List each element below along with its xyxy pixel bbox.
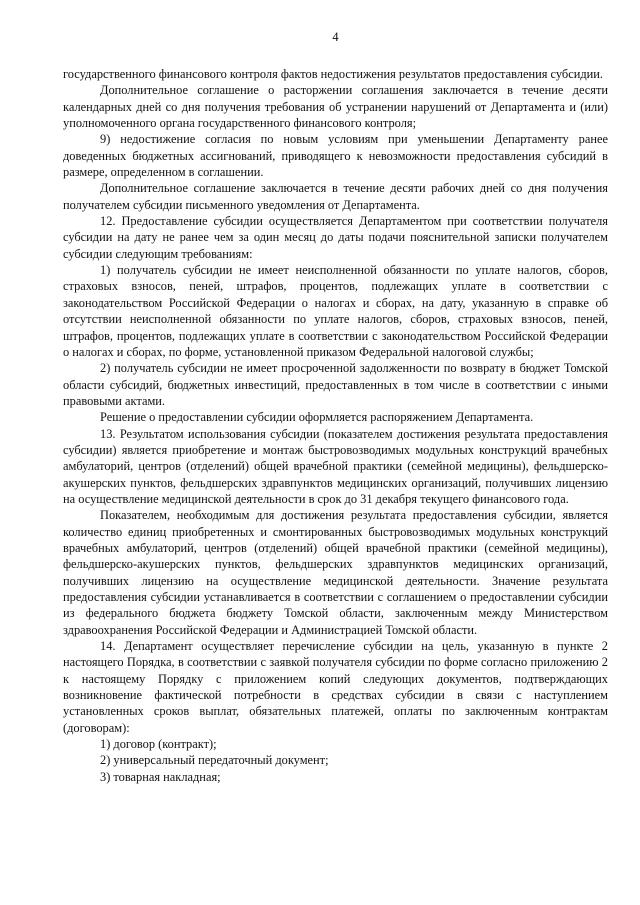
paragraph-doc-3: 3) товарная накладная;	[100, 769, 221, 784]
paragraph-continuation: государственного финансового контроля фактов недостижения результатов предоставления субсидии.	[63, 67, 603, 81]
paragraph-section-12: 12. Предоставление субсидии осуществляется Департаментом при соответствии получателя субсидии на дату не ранее чем за один месяц до даты подачи пояснительной записки получателем субсидии следующим требованиям:	[63, 214, 608, 261]
paragraph-item-9: 9) недостижение согласия по новым условиям при уменьшении Департаменту ранее доведенных бюджетных ассигнований, приводящего к невозможности предоставления субсидий в размере, определенном в соглашении.	[63, 132, 608, 180]
paragraph-termination-agreement: Дополнительное соглашение о расторжении соглашения заключается в течение десяти календарных дней со дня получения требования об устранении нарушений от Департамента и (или) уполномоченного органа государственного финансового контроля;	[63, 83, 608, 131]
paragraph-section-13: 13. Результатом использования субсидии (показателем достижения результата предоставления субсидии) является приобретение и монтаж быстровозводимых модульных конструкций врачебных амбулаторий, центров (отделений) общей врачебной практики (семейной медицины), фельдшерско-акушерских пунктов, фельдшерских здравпунктов медицинских организаций, получивших лицензию на осуществление медицинской деятельности в срок до 31 декабря текущего финансового года.	[63, 426, 608, 506]
paragraph-section-14: 14. Департамент осуществляет перечисление субсидии на цель, указанную в пункте 2 настоящего Порядка, в соответствии с заявкой получателя субсидии по форме согласно приложению 2 к настоящему Порядку с приложением копий следующих документов, подтверждающих возникновение фактической потребности в средствах субсидии в связи с наступлением установленных сроков выплат, обязательных платежей, оплаты по заключенным контрактам (договорам):	[63, 639, 608, 735]
paragraph-requirement-2: 2) получатель субсидии не имеет просроченной задолженности по возврату в бюджет Томской области субсидий, бюджетных инвестиций, предоставленных в том числе в соответствии с иными правовыми актами.	[63, 361, 608, 408]
paragraph-decision: Решение о предоставлении субсидии оформляется распоряжением Департамента.	[100, 410, 534, 425]
paragraph-doc-1: 1) договор (контракт);	[100, 737, 217, 752]
paragraph-additional-agreement: Дополнительное соглашение заключается в течение десяти рабочих дней со дня получения получателем субсидии письменного уведомления от Департамента.	[63, 181, 608, 212]
paragraph-doc-2: 2) универсальный передаточный документ;	[100, 753, 329, 768]
paragraph-indicator: Показателем, необходимым для достижения результата предоставления субсидии, является количество единиц приобретенных и смонтированных быстровозводимых модульных конструкций врачебных амбулаторий, центров (отделений) общей врачебной практики (семейной медицины), фельдшерско-акушерских пунктов, фельдшерских здравпунктов медицинских организаций, получивших лицензию на осуществление медицинской деятельности. Значение результата предоставления субсидии устанавливается в соответствии с соглашением о предоставлении субсидии из федерального бюджета бюджету Томской области, заключенным между Министерством здравоохранения Российской Федерации и Администрацией Томской области.	[63, 508, 608, 637]
paragraph-requirement-1: 1) получатель субсидии не имеет неисполненной обязанности по уплате налогов, сборов, страховых взносов, пеней, штрафов, процентов, подлежащих уплате в соответствии с законодательством Российской Федерации о налогах и сборах, на дату, указанную в справке об отсутствии неисполненной обязанности по уплате налогов, сборов, страховых взносов, пеней, штрафов, процентов, подлежащих уплате в соответствии с законодательством Российской Федерации о налогах и сборах, по форме, установленной приказом Федеральной налоговой службы;	[63, 263, 608, 359]
page-number: 4	[332, 30, 339, 44]
